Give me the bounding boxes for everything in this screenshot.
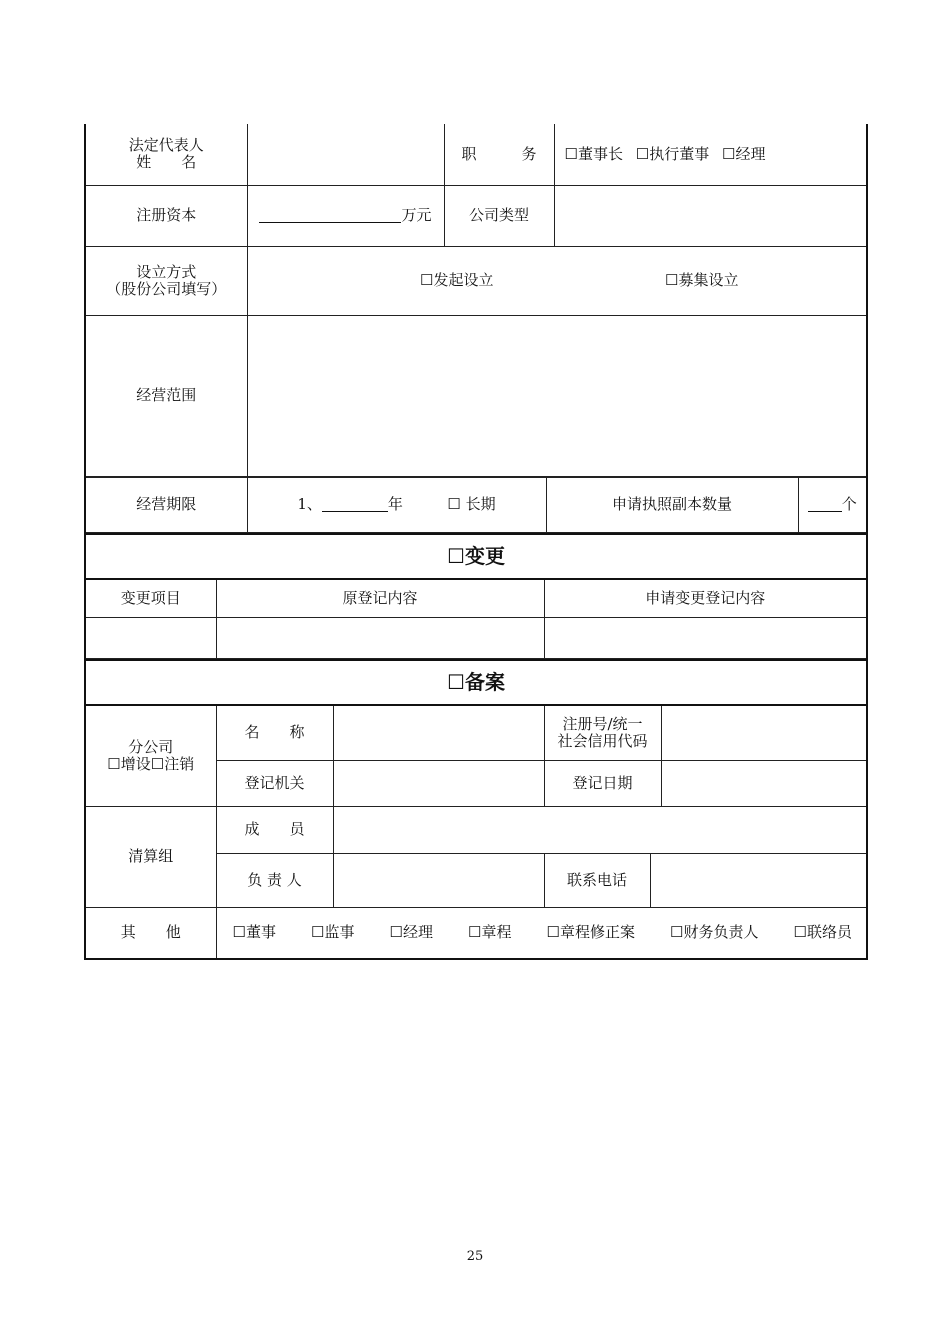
registration-form — [84, 124, 866, 960]
original-content-field[interactable] — [216, 618, 544, 659]
checkbox-icon — [722, 145, 735, 163]
checkbox-executive-director[interactable]: ☐ 执行董事 — [636, 146, 709, 163]
phone-field[interactable] — [650, 853, 867, 907]
capital-blank[interactable] — [259, 208, 401, 223]
business-term-table — [84, 477, 868, 533]
checkbox-other-finance-officer[interactable]: ☐ 财务负责人 — [670, 924, 758, 941]
page-number: 25 — [466, 1249, 484, 1264]
business-term-field: 1、 年 ☐ 长期 — [247, 477, 546, 532]
reg-date-field[interactable] — [661, 760, 867, 806]
original-content-header: 原登记内容 — [216, 579, 544, 618]
new-content-header: 申请变更登记内容 — [544, 579, 867, 618]
checkbox-icon — [565, 145, 578, 163]
filing-section-title: ☐ 备案 — [85, 660, 867, 705]
branch-label: 分公司 ☐ 增设☐ 注销 — [85, 705, 216, 806]
checkbox-icon — [447, 495, 460, 513]
filing-checkbox[interactable] — [447, 670, 465, 694]
position-label: 职 务 — [444, 124, 554, 185]
copies-blank[interactable] — [808, 497, 842, 512]
members-field[interactable] — [333, 806, 867, 853]
other-label: 其 他 — [85, 907, 216, 959]
change-item-header: 变更项目 — [85, 579, 216, 618]
checkbox-icon — [794, 923, 807, 941]
change-checkbox[interactable] — [447, 544, 465, 568]
checkbox-manager[interactable]: ☐ 经理 — [722, 146, 765, 163]
checkbox-offering[interactable]: ☐ 募集设立 — [602, 272, 802, 289]
change-section-title: ☐ 变更 — [85, 534, 867, 579]
checkbox-other-supervisor[interactable]: ☐ 监事 — [311, 924, 354, 941]
checkbox-promotion[interactable]: ☐ 发起设立 — [312, 272, 602, 289]
checkbox-icon — [468, 923, 481, 941]
checkbox-icon — [151, 755, 164, 773]
legal-rep-name-field[interactable] — [247, 124, 444, 185]
registered-capital-label: 注册资本 — [85, 185, 247, 246]
company-type-label: 公司类型 — [444, 185, 554, 246]
reg-authority-field[interactable] — [333, 760, 544, 806]
branch-name-field[interactable] — [333, 705, 544, 760]
leader-field[interactable] — [333, 853, 544, 907]
reg-no-label: 注册号/统一 社会信用代码 — [544, 705, 661, 760]
phone-label: 联系电话 — [544, 853, 650, 907]
members-label: 成 员 — [216, 806, 333, 853]
checkbox-icon — [665, 271, 678, 289]
checkbox-icon — [390, 923, 403, 941]
checkbox-other-articles-amendment[interactable]: ☐ 章程修正案 — [547, 924, 635, 941]
reg-date-label: 登记日期 — [544, 760, 661, 806]
registered-capital-field[interactable]: 万元 — [247, 185, 444, 246]
establish-method-label: 设立方式 （股份公司填写） — [85, 246, 247, 315]
checkbox-long-term[interactable]: ☐ 长期 — [408, 496, 496, 513]
checkbox-chairman[interactable]: ☐ 董事长 — [565, 146, 623, 163]
checkbox-icon — [547, 923, 560, 941]
business-term-label: 经营期限 — [85, 477, 247, 532]
legal-rep-label: 法定代表人 姓 名 — [85, 124, 247, 185]
checkbox-other-articles[interactable]: ☐ 章程 — [468, 924, 511, 941]
company-type-field[interactable] — [554, 185, 867, 246]
checkbox-icon — [233, 923, 246, 941]
business-scope-field[interactable] — [247, 315, 867, 476]
leader-label: 负 责 人 — [216, 853, 333, 907]
change-item-field[interactable] — [85, 618, 216, 659]
checkbox-branch-add[interactable]: ☐ 增设 — [107, 755, 150, 773]
new-content-field[interactable] — [544, 618, 867, 659]
company-info-table — [84, 124, 868, 477]
filing-table — [84, 659, 868, 960]
checkbox-icon — [420, 271, 433, 289]
reg-no-field[interactable] — [661, 705, 867, 760]
checkbox-icon — [670, 923, 683, 941]
branch-name-label: 名 称 — [216, 705, 333, 760]
reg-authority-label: 登记机关 — [216, 760, 333, 806]
position-options — [554, 124, 867, 185]
checkbox-icon — [636, 145, 649, 163]
liquidation-label: 清算组 — [85, 806, 216, 907]
establish-method-options — [247, 246, 867, 315]
license-copies-label: 申请执照副本数量 — [546, 477, 798, 532]
checkbox-icon — [311, 923, 324, 941]
checkbox-branch-cancel[interactable]: ☐ 注销 — [151, 755, 194, 773]
checkbox-other-director[interactable]: ☐ 董事 — [233, 924, 276, 941]
license-copies-field: 个 — [798, 477, 867, 532]
other-options — [216, 907, 867, 959]
checkbox-other-liaison[interactable]: ☐ 联络员 — [794, 924, 852, 941]
change-table — [84, 533, 868, 660]
business-scope-label: 经营范围 — [85, 315, 247, 476]
term-years-blank[interactable] — [322, 497, 388, 512]
checkbox-other-manager[interactable]: ☐ 经理 — [390, 924, 433, 941]
checkbox-icon — [107, 755, 120, 773]
